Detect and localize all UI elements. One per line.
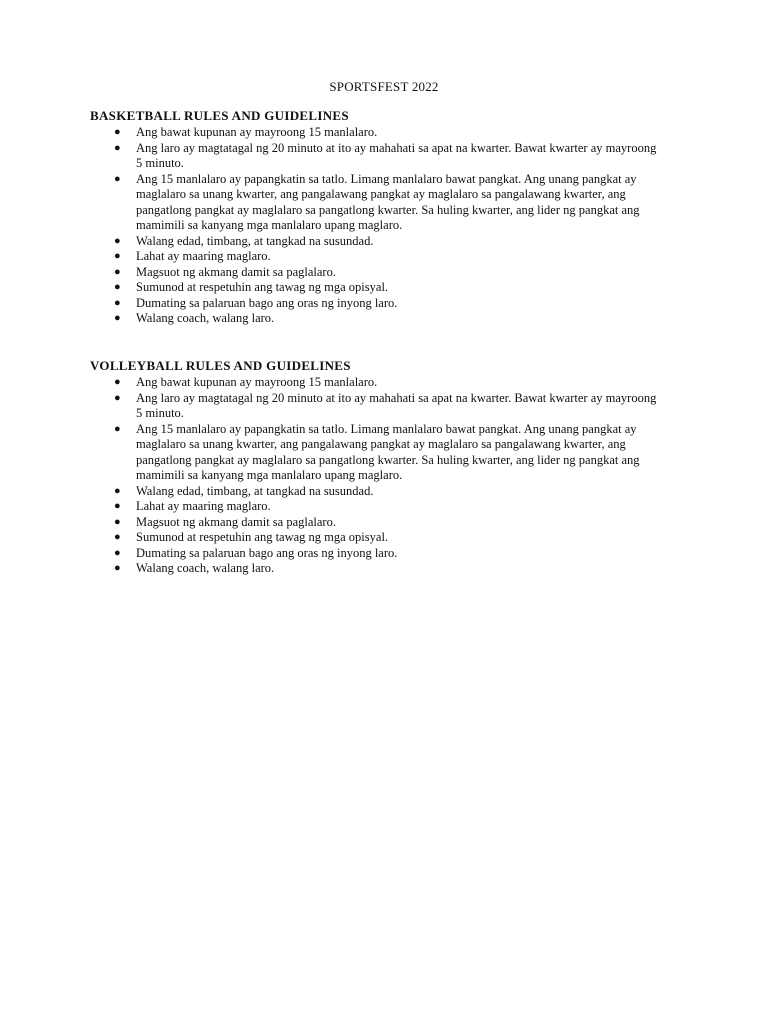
rule-text: Sumunod at respetuhin ang tawag ng mga opisyal. (136, 280, 389, 294)
basketball-section (90, 108, 690, 327)
rule-text: Sumunod at respetuhin ang tawag ng mga opisyal. (136, 530, 389, 544)
basketball-rule-item (90, 125, 664, 141)
rule-text: Magsuot ng akmang damit sa paglalaro. (136, 514, 336, 529)
basketball-rule-item (90, 234, 664, 250)
basketball-rule-item (90, 265, 664, 281)
volleyball-rule-item (90, 561, 664, 577)
bullet-icon: ● (114, 376, 121, 388)
basketball-rule-item (90, 311, 664, 327)
bullet-icon: ● (114, 546, 121, 559)
volleyball-rule-item (90, 391, 664, 422)
basketball-rule-item (90, 280, 664, 296)
basketball-rules-list (90, 125, 690, 327)
rule-text: Lahat ay maaring maglaro. (136, 249, 271, 263)
rule-text: Lahat ay maaring maglaro. (136, 499, 271, 513)
volleyball-rule-item (90, 499, 664, 515)
volleyball-rule-item (90, 515, 664, 531)
rule-text: Ang 15 manlalaro ay papangkatin sa tatlo. Limang manlalaro bawat pangkat. Ang unang pangkat ay maglalaro sa unang kwarter, ang pangalawang pangkat ay maglalaro sa pangalawang kwarter, ang pangatlong pangkat ay maglalaro sa pangatlong kwarter. Sa huling kwarter, ang lider ng pangkat ang mamimili sa kanyang mga manlalaro upang maglaro. (136, 421, 640, 482)
rule-text: Walang coach, walang laro. (136, 561, 275, 575)
basketball-rule-item (90, 249, 664, 265)
bullet-icon: ● (114, 296, 121, 309)
rule-text: Walang edad, timbang, at tangkad na susundad. (136, 233, 374, 248)
document-title: SPORTSFEST 2022 (329, 79, 439, 94)
basketball-heading: BASKETBALL RULES AND GUIDELINES (90, 108, 349, 123)
rule-text: Ang bawat kupunan ay mayroong 15 manlalaro. (136, 125, 378, 139)
bullet-icon: ● (114, 531, 121, 543)
rule-text: Ang bawat kupunan ay mayroong 15 manlalaro. (136, 375, 378, 389)
rule-text: Walang coach, walang laro. (136, 311, 275, 325)
bullet-icon: ● (114, 265, 121, 278)
volleyball-rule-item (90, 375, 664, 391)
bullet-icon: ● (114, 515, 121, 528)
rule-text: Ang 15 manlalaro ay papangkatin sa tatlo. Limang manlalaro bawat pangkat. Ang unang pangkat ay maglalaro sa unang kwarter, ang pangalawang pangkat ay maglalaro sa pangalawang kwarter, ang pangatlong pangkat ay maglalaro sa pangatlong kwarter. Sa huling kwarter, ang lider ng pangkat ang mamimili sa kanyang mga manlalaro upang maglaro. (136, 171, 640, 232)
volleyball-rule-item (90, 546, 664, 562)
volleyball-rule-item (90, 422, 664, 484)
rule-text: Walang edad, timbang, at tangkad na susundad. (136, 483, 374, 498)
bullet-icon: ● (114, 281, 121, 293)
basketball-rule-item (90, 296, 664, 312)
basketball-rule-item (90, 172, 664, 234)
bullet-icon: ● (114, 126, 121, 138)
volleyball-heading: VOLLEYBALL RULES AND GUIDELINES (90, 358, 351, 373)
bullet-icon: ● (114, 562, 121, 574)
bullet-icon: ● (114, 234, 121, 247)
rule-text: Dumating sa palaruan bago ang oras ng inyong laro. (136, 295, 398, 310)
bullet-icon: ● (114, 500, 121, 512)
bullet-icon: ● (114, 312, 121, 324)
volleyball-rule-item (90, 530, 664, 546)
rule-text: Dumating sa palaruan bago ang oras ng inyong laro. (136, 545, 398, 560)
bullet-icon: ● (114, 250, 121, 262)
volleyball-section (90, 358, 690, 577)
bullet-icon: ● (114, 172, 121, 185)
volleyball-rule-item (90, 484, 664, 500)
rule-text: Ang laro ay magtatagal ng 20 minuto at ito ay mahahati sa apat na kwarter. Bawat kwarter ay mayroong 5 minuto. (136, 140, 657, 170)
bullet-icon: ● (114, 484, 121, 497)
rule-text: Ang laro ay magtatagal ng 20 minuto at ito ay mahahati sa apat na kwarter. Bawat kwarter ay mayroong 5 minuto. (136, 390, 657, 420)
volleyball-rules-list (90, 375, 690, 577)
bullet-icon: ● (114, 391, 121, 404)
basketball-rule-item (90, 141, 664, 172)
rule-text: Magsuot ng akmang damit sa paglalaro. (136, 264, 336, 279)
bullet-icon: ● (114, 422, 121, 435)
bullet-icon: ● (114, 141, 121, 154)
